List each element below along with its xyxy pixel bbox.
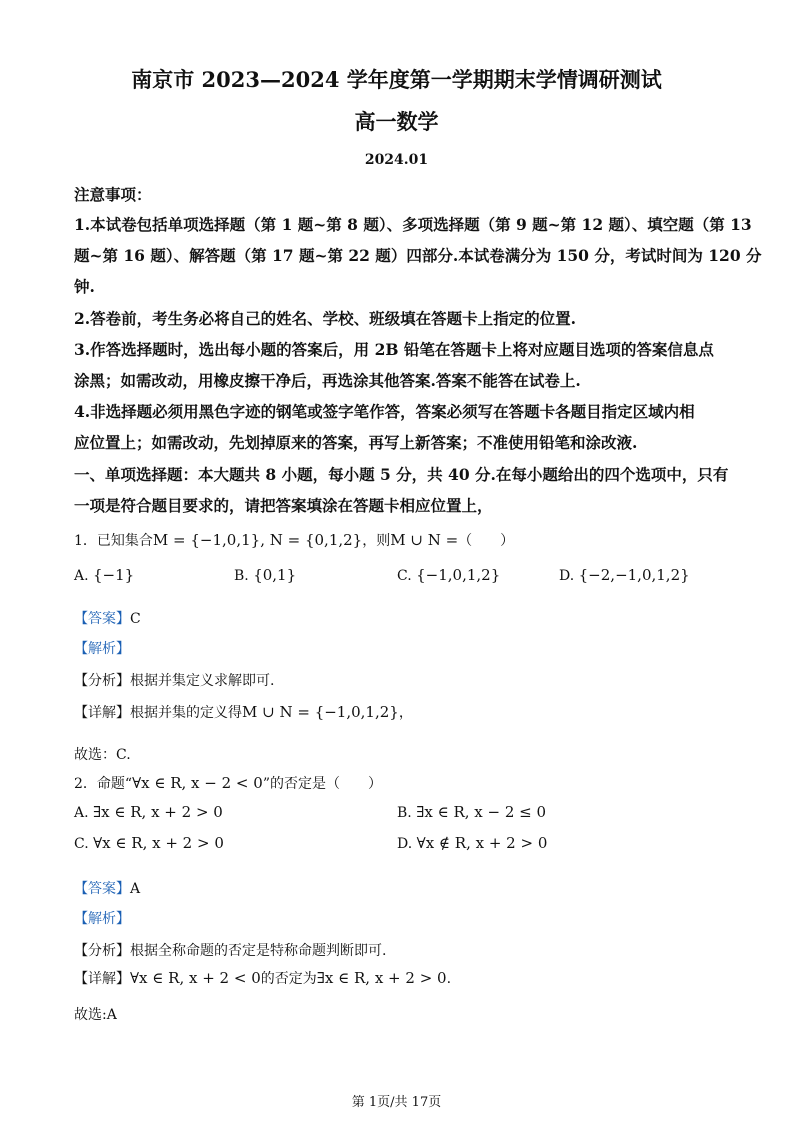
q2-option-c-text: ∀x ∈ R, x + 2 > 0 <box>93 834 224 852</box>
q2-option-d-label: D. <box>397 836 413 852</box>
q2-choice: 故选:A <box>74 1007 117 1023</box>
q1-xiangjie-end: ， <box>398 705 413 721</box>
notes-heading: 注意事项： <box>74 185 152 204</box>
q2-option-c <box>74 834 224 852</box>
note-1-line-2: 题~第 16 题）、解答题（第 17 题~第 22 题）四部分.本试卷满分为 150 分，考试时间为 120 分 <box>74 246 762 265</box>
q1-option-d <box>559 566 690 584</box>
q2-xiangjie-math1: ∀x ∈ R, x + 2 < 0 <box>130 969 261 987</box>
q1-option-d-label: D. <box>559 568 575 584</box>
q2-option-b-text: ∃x ∈ R, x − 2 ≤ 0 <box>416 803 547 821</box>
note-4-line-2: 应位置上；如需改动，先划掉原来的答案，再写上新答案；不准使用铅笔和涂改液. <box>74 433 638 452</box>
note-4-line-1: 4.非选择题必须用黑色字迹的钢笔或签字笔作答，答案必须写在答题卡各题目指定区域内相 <box>74 402 695 421</box>
q1-fenxi-tag: 【分析】 <box>74 673 130 689</box>
q2-xiangjie-mid: 的否定为 <box>260 971 317 987</box>
q2-option-a <box>74 803 223 821</box>
q2-option-b-label: B. <box>397 805 412 821</box>
q1-stem-mid: ，则 <box>362 533 391 549</box>
q2-fenxi-text: 根据全称命题的否定是特称命题判断即可. <box>130 943 387 959</box>
q1-xiangjie <box>74 702 413 722</box>
q1-option-c-text: {−1,0,1,2} <box>416 566 501 584</box>
q1-stem-prefix: 1．已知集合 <box>74 533 153 549</box>
q2-option-a-label: A. <box>74 805 89 821</box>
q2-fenxi-tag: 【分析】 <box>74 943 130 959</box>
q2-stem-math: ∀x ∈ R, x − 2 < 0 <box>132 774 263 792</box>
q1-answer-value: C <box>130 611 141 627</box>
q2-option-a-text: ∃x ∈ R, x + 2 > 0 <box>93 803 223 821</box>
q1-analysis-tag: 【解析】 <box>74 641 130 657</box>
q2-stem-prefix: 2．命题“ <box>74 776 133 792</box>
section-1-line-2: 一项是符合题目要求的，请把答案填涂在答题卡相应位置上， <box>74 496 493 515</box>
q1-fenxi <box>74 670 274 690</box>
q2-answer <box>74 878 140 898</box>
q1-option-b <box>234 566 296 584</box>
q2-option-b <box>397 803 546 821</box>
page-number: 第 1页/共 17页 <box>351 1095 442 1110</box>
section-1-line-1: 一、单项选择题：本大题共 8 小题，每小题 5 分，共 40 分.在每小题给出的四个选项中，只有 <box>74 465 729 484</box>
q2-fenxi <box>74 940 386 960</box>
note-3-line-1: 3.作答选择题时，选出每小题的答案后，用 2B 铅笔在答题卡上将对应题目选项的答案信息点 <box>74 340 714 359</box>
q1-option-a <box>74 566 134 584</box>
q1-choice: 故选：C. <box>74 747 131 763</box>
exam-title: 南京市 2023—2024 学年度第一学期期末学情调研测试 <box>131 67 662 92</box>
q1-option-d-text: {−2,−1,0,1,2} <box>578 566 690 584</box>
q1-stem-math2: M ∪ N = <box>390 531 459 549</box>
exam-date: 2024.01 <box>364 152 429 168</box>
q2-answer-tag: 【答案】 <box>74 881 130 897</box>
q1-fenxi-text: 根据并集定义求解即可. <box>130 673 275 689</box>
question-2-stem <box>74 773 382 793</box>
q1-option-c-label: C. <box>397 568 412 584</box>
q2-analysis-tag: 【解析】 <box>74 911 130 927</box>
question-1-stem <box>74 530 514 550</box>
q2-xiangjie-end: . <box>446 971 452 987</box>
q1-option-a-text: {−1} <box>93 566 135 584</box>
note-2: 2.答卷前，考生务必将自己的姓名、学校、班级填在答题卡上指定的位置. <box>74 309 577 328</box>
q1-answer-tag: 【答案】 <box>74 611 130 627</box>
q2-answer-value: A <box>130 881 141 897</box>
q1-option-c <box>397 566 500 584</box>
q2-option-c-label: C. <box>74 836 89 852</box>
q1-xiangjie-tag: 【详解】 <box>74 705 130 721</box>
q2-option-d-text: ∀x ∉ R, x + 2 > 0 <box>416 834 548 852</box>
note-3-line-2: 涂黑；如需改动，用橡皮擦干净后，再选涂其他答案.答案不能答在试卷上. <box>74 371 581 390</box>
q1-option-b-label: B. <box>234 568 249 584</box>
q1-answer <box>74 608 141 628</box>
q1-xiangjie-text: 根据并集的定义得 <box>130 705 242 721</box>
q1-stem-math: M = {−1,0,1}, N = {0,1,2} <box>152 531 363 549</box>
q1-stem-paren: （ ） <box>458 533 515 549</box>
q2-xiangjie <box>74 968 451 988</box>
q1-xiangjie-math: M ∪ N = {−1,0,1,2} <box>242 703 399 721</box>
note-1-line-3: 钟. <box>74 277 95 296</box>
q2-option-d <box>397 834 547 852</box>
q2-stem-suffix: ”的否定是（ ） <box>262 776 382 792</box>
q2-xiangjie-math2: ∃x ∈ R, x + 2 > 0 <box>316 969 447 987</box>
q1-option-b-text: {0,1} <box>253 566 297 584</box>
subject-title: 高一数学 <box>354 109 439 134</box>
q1-option-a-label: A. <box>74 568 89 584</box>
q2-xiangjie-tag: 【详解】 <box>74 971 130 987</box>
note-1-line-1: 1.本试卷包括单项选择题（第 1 题~第 8 题）、多项选择题（第 9 题~第 12 题）、填空题（第 13 <box>74 215 752 234</box>
